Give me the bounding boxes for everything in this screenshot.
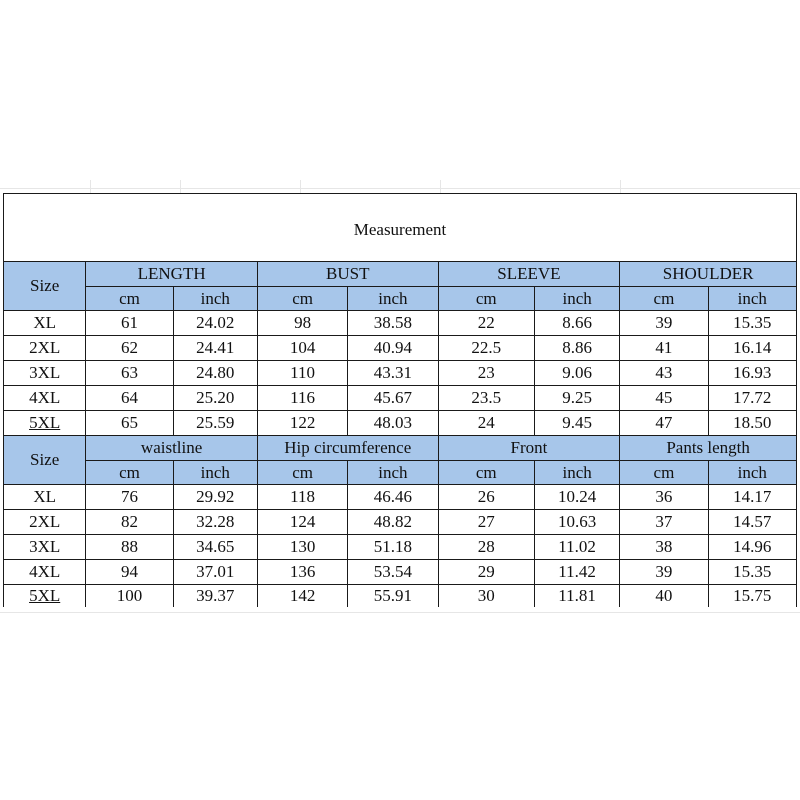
value-cell: 17.72 [708,386,796,411]
gridline [440,180,441,194]
unit-inch: inch [348,461,438,485]
size-header: Size [4,436,86,485]
size-cell: 4XL [4,560,86,585]
table-row [4,361,797,386]
value-cell: 45.67 [348,386,438,411]
table-row [4,510,797,535]
value-cell: 10.24 [534,485,619,510]
value-cell: 130 [257,535,347,560]
group-header: Pants length [620,436,797,461]
unit-cm: cm [86,287,173,311]
value-cell: 16.14 [708,336,796,361]
value-cell: 28 [438,535,534,560]
value-cell: 32.28 [173,510,257,535]
table-row [4,560,797,585]
value-cell: 98 [257,311,347,336]
group-header: waistline [86,436,258,461]
size-cell: XL [4,311,86,336]
measurement-table [3,193,797,607]
table-row [4,386,797,411]
gridline [0,188,800,189]
value-cell: 38 [620,535,708,560]
value-cell: 118 [257,485,347,510]
value-cell: 136 [257,560,347,585]
value-cell: 24.80 [173,361,257,386]
size-cell: XL [4,485,86,510]
value-cell: 47 [620,411,708,436]
unit-row [4,461,797,485]
value-cell: 88 [86,535,173,560]
value-cell: 48.03 [348,411,438,436]
value-cell: 94 [86,560,173,585]
value-cell: 43.31 [348,361,438,386]
size-cell: 4XL [4,386,86,411]
group-header-row [4,436,797,461]
value-cell: 11.81 [534,585,619,608]
value-cell: 100 [86,585,173,608]
value-cell: 14.57 [708,510,796,535]
unit-inch: inch [534,287,619,311]
gridline [180,180,181,194]
value-cell: 11.42 [534,560,619,585]
value-cell: 39 [620,311,708,336]
value-cell: 63 [86,361,173,386]
value-cell: 23 [438,361,534,386]
value-cell: 41 [620,336,708,361]
gridline [620,180,621,194]
value-cell: 45 [620,386,708,411]
value-cell: 25.20 [173,386,257,411]
unit-inch: inch [708,287,796,311]
value-cell: 8.86 [534,336,619,361]
value-cell: 30 [438,585,534,608]
group-header: BUST [257,262,438,287]
unit-row [4,287,797,311]
size-cell: 3XL [4,361,86,386]
unit-inch: inch [708,461,796,485]
unit-inch: inch [173,461,257,485]
value-cell: 22 [438,311,534,336]
value-cell: 40.94 [348,336,438,361]
unit-cm: cm [620,287,708,311]
value-cell: 14.96 [708,535,796,560]
group-header: LENGTH [86,262,258,287]
value-cell: 39 [620,560,708,585]
unit-inch: inch [348,287,438,311]
value-cell: 110 [257,361,347,386]
size-cell: 5XL [4,411,86,436]
unit-inch: inch [534,461,619,485]
value-cell: 38.58 [348,311,438,336]
value-cell: 76 [86,485,173,510]
value-cell: 9.25 [534,386,619,411]
value-cell: 16.93 [708,361,796,386]
size-cell: 5XL [4,585,86,608]
value-cell: 15.35 [708,311,796,336]
unit-cm: cm [438,287,534,311]
value-cell: 11.02 [534,535,619,560]
value-cell: 15.75 [708,585,796,608]
table-row [4,535,797,560]
size-cell: 2XL [4,336,86,361]
value-cell: 10.63 [534,510,619,535]
value-cell: 142 [257,585,347,608]
value-cell: 9.45 [534,411,619,436]
gridline [90,180,91,194]
unit-cm: cm [86,461,173,485]
value-cell: 36 [620,485,708,510]
value-cell: 40 [620,585,708,608]
table-row [4,311,797,336]
value-cell: 122 [257,411,347,436]
value-cell: 24 [438,411,534,436]
unit-cm: cm [438,461,534,485]
table-row [4,336,797,361]
value-cell: 29 [438,560,534,585]
unit-cm: cm [257,461,347,485]
value-cell: 37.01 [173,560,257,585]
value-cell: 82 [86,510,173,535]
group-header: SHOULDER [620,262,797,287]
gridline [300,180,301,194]
table-row [4,411,797,436]
group-header-row [4,262,797,287]
group-header: Front [438,436,620,461]
value-cell: 27 [438,510,534,535]
value-cell: 46.46 [348,485,438,510]
value-cell: 53.54 [348,560,438,585]
group-header: SLEEVE [438,262,620,287]
table-row [4,485,797,510]
value-cell: 116 [257,386,347,411]
value-cell: 43 [620,361,708,386]
value-cell: 39.37 [173,585,257,608]
value-cell: 25.59 [173,411,257,436]
value-cell: 8.66 [534,311,619,336]
unit-cm: cm [257,287,347,311]
value-cell: 24.02 [173,311,257,336]
value-cell: 55.91 [348,585,438,608]
table-row [4,585,797,608]
value-cell: 64 [86,386,173,411]
value-cell: 14.17 [708,485,796,510]
value-cell: 26 [438,485,534,510]
value-cell: 48.82 [348,510,438,535]
size-header: Size [4,262,86,311]
value-cell: 24.41 [173,336,257,361]
value-cell: 9.06 [534,361,619,386]
table-title: Measurement [4,194,797,262]
size-cell: 3XL [4,535,86,560]
size-cell: 2XL [4,510,86,535]
value-cell: 34.65 [173,535,257,560]
value-cell: 124 [257,510,347,535]
gridline [0,612,800,613]
value-cell: 104 [257,336,347,361]
unit-inch: inch [173,287,257,311]
value-cell: 61 [86,311,173,336]
value-cell: 23.5 [438,386,534,411]
group-header: Hip circumference [257,436,438,461]
value-cell: 37 [620,510,708,535]
value-cell: 18.50 [708,411,796,436]
unit-cm: cm [620,461,708,485]
value-cell: 29.92 [173,485,257,510]
value-cell: 62 [86,336,173,361]
value-cell: 22.5 [438,336,534,361]
value-cell: 65 [86,411,173,436]
value-cell: 51.18 [348,535,438,560]
value-cell: 15.35 [708,560,796,585]
